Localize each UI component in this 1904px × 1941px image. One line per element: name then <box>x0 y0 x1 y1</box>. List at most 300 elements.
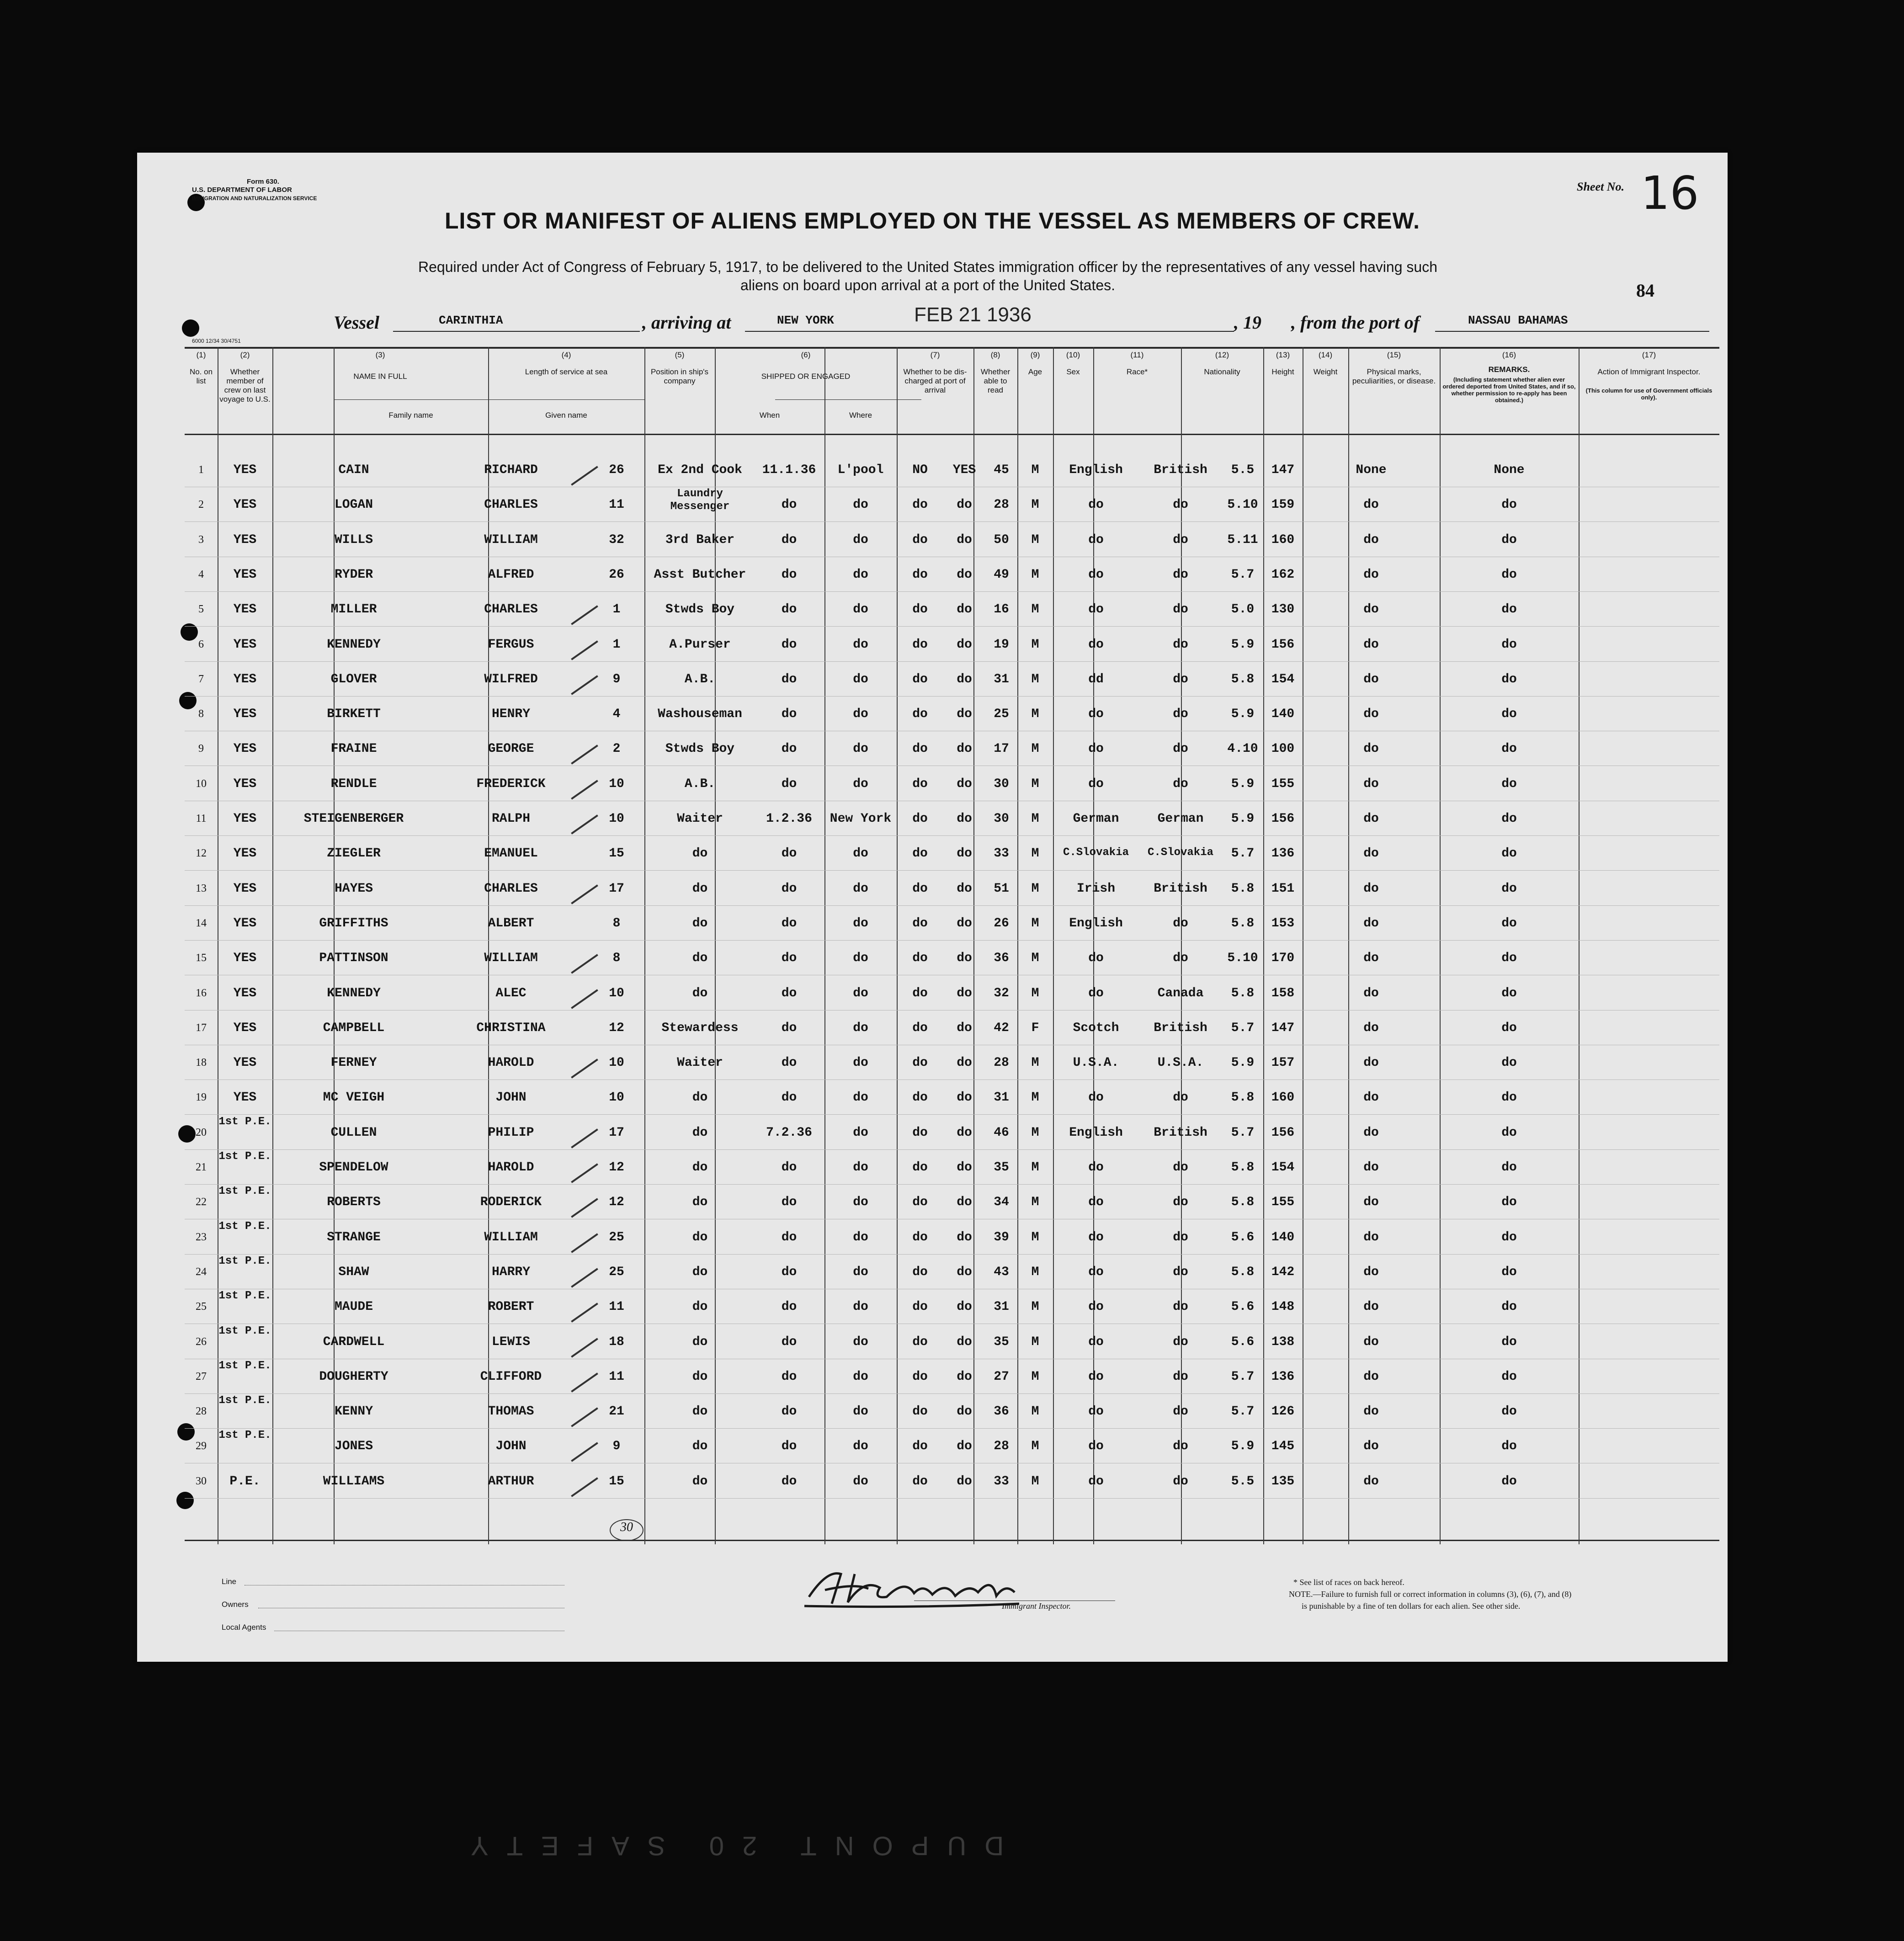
able-to-read: do <box>957 812 972 826</box>
race: Scotch <box>1073 1021 1119 1035</box>
crew-last-voyage: YES <box>233 881 257 896</box>
position: do <box>692 1125 708 1140</box>
age: 26 <box>994 916 1009 931</box>
race: do <box>1088 532 1104 547</box>
position: do <box>692 951 708 966</box>
height: 5.5 <box>1231 1474 1255 1489</box>
physical-marks: do <box>1363 1404 1379 1419</box>
able-to-read: do <box>957 1230 972 1244</box>
physical-marks: do <box>1363 672 1379 686</box>
discharged: do <box>912 1369 928 1384</box>
remarks: do <box>1501 1230 1517 1244</box>
able-to-read: do <box>957 986 972 1000</box>
discharged: do <box>912 951 928 966</box>
family-name: KENNY <box>334 1404 373 1419</box>
sex: M <box>1031 1300 1039 1314</box>
crew-last-voyage: YES <box>233 951 257 966</box>
nationality: do <box>1173 498 1188 512</box>
given-name: HAROLD <box>488 1160 534 1175</box>
shipped-where: do <box>853 1439 868 1454</box>
able-to-read: do <box>957 1056 972 1070</box>
crew-last-voyage: YES <box>233 532 257 547</box>
position: do <box>692 1160 708 1175</box>
race: English <box>1069 1125 1123 1140</box>
remarks: do <box>1501 637 1517 652</box>
able-to-read: do <box>957 1160 972 1175</box>
age: 31 <box>994 1090 1009 1105</box>
shipped-when: do <box>781 881 797 896</box>
family-name: MC VEIGH <box>323 1090 385 1105</box>
race: do <box>1088 1474 1104 1489</box>
remarks: do <box>1501 1300 1517 1314</box>
sex: M <box>1031 1369 1039 1384</box>
from-label: , from the port of <box>1291 312 1420 333</box>
remarks: do <box>1501 881 1517 896</box>
discharged: do <box>912 1230 928 1244</box>
given-name-header: Given name <box>545 411 587 420</box>
remarks: do <box>1501 951 1517 966</box>
able-to-read: do <box>957 498 972 512</box>
service-length: 10 <box>609 1090 624 1105</box>
race: do <box>1088 1369 1104 1384</box>
line-label: Line <box>222 1577 237 1586</box>
remarks: do <box>1501 1404 1517 1419</box>
row-number: 19 <box>196 1091 207 1104</box>
remarks: do <box>1501 1369 1517 1384</box>
position: do <box>692 1439 708 1454</box>
given-name: HAROLD <box>488 1056 534 1070</box>
race: do <box>1088 1230 1104 1244</box>
name-subheader-rule <box>334 399 644 400</box>
column-header-label: Physical marks, peculiarities, or disease. <box>1352 367 1436 385</box>
crew-table <box>185 347 1719 1544</box>
service-length: 15 <box>609 1474 624 1489</box>
family-name: BIRKETT <box>327 707 381 722</box>
given-name: ROBERT <box>488 1300 534 1314</box>
family-name: WILLIAMS <box>323 1474 385 1489</box>
remarks: do <box>1501 1090 1517 1105</box>
age: 39 <box>994 1230 1009 1244</box>
remarks: do <box>1501 707 1517 722</box>
nationality: do <box>1173 1474 1188 1489</box>
shipped-where: do <box>853 1021 868 1035</box>
column-header-label: Race* <box>1126 367 1148 376</box>
family-name: GLOVER <box>330 672 377 686</box>
age: 36 <box>994 1404 1009 1419</box>
shipped-when: do <box>781 1300 797 1314</box>
race: C.Slovakia <box>1063 846 1129 859</box>
able-to-read: YES <box>952 463 976 477</box>
family-name: FERNEY <box>330 1056 377 1070</box>
discharged: do <box>912 1300 928 1314</box>
column-number: (13) <box>1276 351 1290 359</box>
physical-marks: do <box>1363 916 1379 931</box>
age: 33 <box>994 1474 1009 1489</box>
nationality: C.Slovakia <box>1147 846 1214 859</box>
discharged: do <box>912 1404 928 1419</box>
column-number: (15) <box>1387 351 1401 359</box>
crew-last-voyage: YES <box>233 602 257 617</box>
service-length: 11 <box>609 498 624 512</box>
service-name: IMMIGRATION AND NATURALIZATION SERVICE <box>192 195 317 202</box>
family-name: STRANGE <box>327 1230 381 1244</box>
family-name: CULLEN <box>330 1125 377 1140</box>
shipped-where: do <box>853 846 868 861</box>
age: 43 <box>994 1265 1009 1279</box>
weight: 140 <box>1271 707 1295 722</box>
nationality: Canada <box>1157 986 1204 1000</box>
remarks: do <box>1501 742 1517 756</box>
age: 25 <box>994 707 1009 722</box>
family-name: ROBERTS <box>327 1195 381 1210</box>
weight: 158 <box>1271 986 1295 1000</box>
column-header-label: No. on list <box>189 367 213 385</box>
row-number: 27 <box>196 1370 207 1383</box>
remarks: do <box>1501 1125 1517 1140</box>
family-name: LOGAN <box>334 498 373 512</box>
shipped-when: do <box>781 1021 797 1035</box>
discharged: do <box>912 881 928 896</box>
nationality: do <box>1173 567 1188 582</box>
able-to-read: do <box>957 1439 972 1454</box>
column-divider <box>973 347 974 1544</box>
crew-last-voyage: YES <box>233 846 257 861</box>
shipped-where: do <box>853 1125 868 1140</box>
given-name: ALFRED <box>488 567 534 582</box>
height: 5.8 <box>1231 1160 1255 1175</box>
physical-marks: do <box>1363 1160 1379 1175</box>
position: Waiter <box>677 812 723 826</box>
crew-last-voyage: YES <box>233 567 257 582</box>
column-header-label: Action of Immigrant Inspector. <box>1597 367 1701 376</box>
height: 5.10 <box>1227 951 1258 966</box>
age: 42 <box>994 1021 1009 1035</box>
height: 5.8 <box>1231 672 1255 686</box>
race: do <box>1088 1404 1104 1419</box>
family-name: JONES <box>334 1439 373 1454</box>
given-name: RALPH <box>491 812 530 826</box>
race: do <box>1088 1160 1104 1175</box>
sex: M <box>1031 1474 1039 1489</box>
height: 5.8 <box>1231 1090 1255 1105</box>
position: do <box>692 1335 708 1349</box>
weight: 147 <box>1271 463 1295 477</box>
discharged: do <box>912 1160 928 1175</box>
crew-last-voyage: YES <box>233 986 257 1000</box>
nationality: U.S.A. <box>1157 1056 1204 1070</box>
height: 5.7 <box>1231 1404 1255 1419</box>
position: A.Purser <box>669 637 731 652</box>
row-number: 17 <box>196 1021 207 1034</box>
position: Stewardess <box>661 1021 739 1035</box>
column-divider <box>644 347 645 1544</box>
discharged: do <box>912 986 928 1000</box>
service-length: 10 <box>609 986 624 1000</box>
position: Laundry Messenger <box>670 488 730 513</box>
column-divider <box>1440 347 1441 1544</box>
age: 30 <box>994 776 1009 791</box>
shipped-where: do <box>853 1300 868 1314</box>
age: 31 <box>994 672 1009 686</box>
table-top-rule <box>185 347 1719 349</box>
shipped-when: do <box>781 567 797 582</box>
age: 19 <box>994 637 1009 652</box>
crew-last-voyage: 1st P.E. <box>218 1290 271 1303</box>
shipped-where: do <box>853 1056 868 1070</box>
arriving-underline <box>745 331 1234 332</box>
race: English <box>1069 916 1123 931</box>
discharged: do <box>912 742 928 756</box>
weight: 154 <box>1271 1160 1295 1175</box>
column-number: (14) <box>1318 351 1333 359</box>
row-rule <box>185 835 1719 836</box>
shipped-when: 11.1.36 <box>762 463 816 477</box>
row-number: 20 <box>196 1126 207 1138</box>
service-length: 25 <box>609 1230 624 1244</box>
given-name: WILFRED <box>484 672 538 686</box>
row-number: 6 <box>198 638 204 650</box>
given-name: CHARLES <box>484 602 538 617</box>
race: Irish <box>1076 881 1115 896</box>
crew-last-voyage: YES <box>233 498 257 512</box>
given-name: HENRY <box>491 707 530 722</box>
shipped-when: do <box>781 742 797 756</box>
able-to-read: do <box>957 707 972 722</box>
height: 5.9 <box>1231 1439 1255 1454</box>
nationality: do <box>1173 707 1188 722</box>
family-name: RENDLE <box>330 776 377 791</box>
sex: M <box>1031 776 1039 791</box>
position: do <box>692 1369 708 1384</box>
sex: M <box>1031 1439 1039 1454</box>
age: 16 <box>994 602 1009 617</box>
column-number: (6) <box>801 351 811 359</box>
column-divider <box>1053 347 1054 1544</box>
column-number: (2) <box>240 351 250 359</box>
nationality: do <box>1173 1230 1188 1244</box>
column-header-label: Height <box>1271 367 1294 376</box>
nationality: British <box>1154 881 1207 896</box>
race: do <box>1088 776 1104 791</box>
shipped-when: do <box>781 1230 797 1244</box>
service-length: 9 <box>612 1439 621 1454</box>
column-number: (4) <box>561 351 571 359</box>
discharged: do <box>912 637 928 652</box>
discharged: do <box>912 916 928 931</box>
row-number: 9 <box>198 743 204 755</box>
column-number: (11) <box>1130 351 1144 359</box>
height: 5.8 <box>1231 1195 1255 1210</box>
shipped-when: do <box>781 986 797 1000</box>
row-number: 18 <box>196 1057 207 1069</box>
row-number: 2 <box>198 499 204 511</box>
sheet-number: 16 <box>1641 166 1699 220</box>
nationality: do <box>1173 1160 1188 1175</box>
physical-marks: do <box>1363 1021 1379 1035</box>
able-to-read: do <box>957 1021 972 1035</box>
given-name: FERGUS <box>488 637 534 652</box>
weight: 154 <box>1271 672 1295 686</box>
crew-last-voyage: YES <box>233 1056 257 1070</box>
physical-marks: do <box>1363 637 1379 652</box>
age: 32 <box>994 986 1009 1000</box>
date-stamp: FEB 21 1936 <box>914 303 1032 326</box>
column-number: (7) <box>930 351 940 359</box>
fine-note-1: NOTE.—Failure to furnish full or correct information in columns (3), (6), (7), and (8) <box>1289 1590 1572 1599</box>
shipped-when: do <box>781 916 797 931</box>
family-name: KENNEDY <box>327 986 381 1000</box>
physical-marks: do <box>1363 742 1379 756</box>
shipped-when: do <box>781 951 797 966</box>
physical-marks: do <box>1363 951 1379 966</box>
row-number: 29 <box>196 1440 207 1452</box>
sex: M <box>1031 1404 1039 1419</box>
sex: M <box>1031 846 1039 861</box>
row-rule <box>185 521 1719 522</box>
sex: M <box>1031 1195 1039 1210</box>
column-number: (3) <box>375 351 385 359</box>
weight: 160 <box>1271 532 1295 547</box>
height: 5.7 <box>1231 1125 1255 1140</box>
able-to-read: do <box>957 951 972 966</box>
height: 5.6 <box>1231 1335 1255 1349</box>
remarks: do <box>1501 1195 1517 1210</box>
able-to-read: do <box>957 916 972 931</box>
weight: 156 <box>1271 812 1295 826</box>
discharged: do <box>912 1439 928 1454</box>
position: do <box>692 1265 708 1279</box>
discharged: do <box>912 776 928 791</box>
height: 4.10 <box>1227 742 1258 756</box>
race: do <box>1088 986 1104 1000</box>
column-number: (10) <box>1066 351 1080 359</box>
row-rule <box>185 696 1719 697</box>
race: do <box>1088 1439 1104 1454</box>
able-to-read: do <box>957 1195 972 1210</box>
sex: M <box>1031 707 1039 722</box>
weight: 155 <box>1271 1195 1295 1210</box>
family-name-header: Family name <box>388 411 433 420</box>
service-length: 10 <box>609 776 624 791</box>
crew-last-voyage: 1st P.E. <box>218 1255 271 1267</box>
able-to-read: do <box>957 1265 972 1279</box>
race: do <box>1088 602 1104 617</box>
shipped-where: do <box>853 672 868 686</box>
weight: 162 <box>1271 567 1295 582</box>
shipped-where: do <box>853 881 868 896</box>
row-rule <box>185 1393 1719 1394</box>
height: 5.7 <box>1231 1021 1255 1035</box>
vessel-label: Vessel <box>334 312 379 333</box>
discharged: do <box>912 532 928 547</box>
able-to-read: do <box>957 567 972 582</box>
physical-marks: do <box>1363 986 1379 1000</box>
weight: 100 <box>1271 742 1295 756</box>
nationality: do <box>1173 532 1188 547</box>
nationality: do <box>1173 1195 1188 1210</box>
race: do <box>1088 498 1104 512</box>
shipped-when: 7.2.36 <box>766 1125 812 1140</box>
shipped-where: do <box>853 1335 868 1349</box>
sheet-label: Sheet No. <box>1577 180 1624 193</box>
column-divider <box>488 347 489 1544</box>
column-number: (16) <box>1502 351 1516 359</box>
sex: M <box>1031 986 1039 1000</box>
shipped-when: do <box>781 1265 797 1279</box>
service-length: 12 <box>609 1021 624 1035</box>
shipped-where: do <box>853 1369 868 1384</box>
shipped-when: do <box>781 602 797 617</box>
column-divider <box>897 347 898 1544</box>
age: 35 <box>994 1160 1009 1175</box>
crew-last-voyage: P.E. <box>229 1474 261 1489</box>
remarks: do <box>1501 1160 1517 1175</box>
weight: 138 <box>1271 1335 1295 1349</box>
age: 31 <box>994 1300 1009 1314</box>
column-header-label: Length of service at sea <box>525 367 608 376</box>
given-name: HARRY <box>491 1265 530 1279</box>
age: 28 <box>994 498 1009 512</box>
subtitle-line-1: Required under Act of Congress of February 5, 1917, to be delivered to the United States immigration officer by the representatives of any vessel having such <box>418 259 1437 275</box>
shipped-where: do <box>853 707 868 722</box>
service-length: 10 <box>609 1056 624 1070</box>
column-header-label: Whether able to read <box>980 367 1011 394</box>
weight: 153 <box>1271 916 1295 931</box>
sex: M <box>1031 1335 1039 1349</box>
height: 5.9 <box>1231 707 1255 722</box>
physical-marks: do <box>1363 1265 1379 1279</box>
header-bottom-rule <box>185 434 1719 435</box>
position: do <box>692 1090 708 1105</box>
row-number: 24 <box>196 1266 207 1278</box>
given-name: RODERICK <box>480 1195 542 1210</box>
manifest-sheet <box>137 153 1728 1662</box>
given-name: WILLIAM <box>484 1230 538 1244</box>
age: 17 <box>994 742 1009 756</box>
column-header-label: Whether member of crew on last voyage to U.S. <box>219 367 271 404</box>
discharged: do <box>912 498 928 512</box>
sex: M <box>1031 602 1039 617</box>
able-to-read: do <box>957 637 972 652</box>
row-number: 1 <box>198 464 204 476</box>
column-header-label: Weight <box>1313 367 1338 376</box>
position: Asst Butcher <box>654 567 746 582</box>
given-name: LEWIS <box>491 1335 530 1349</box>
service-length: 2 <box>612 742 621 756</box>
position: do <box>692 846 708 861</box>
position: do <box>692 1404 708 1419</box>
height: 5.11 <box>1227 532 1258 547</box>
discharged: do <box>912 1265 928 1279</box>
row-rule <box>185 870 1719 871</box>
shipped-when: do <box>781 1439 797 1454</box>
physical-marks: do <box>1363 498 1379 512</box>
column-divider <box>334 347 335 1544</box>
physical-marks: do <box>1363 846 1379 861</box>
shipped-where: do <box>853 776 868 791</box>
shipped-where: do <box>853 916 868 931</box>
row-number: 28 <box>196 1405 207 1418</box>
given-name: WILLIAM <box>484 951 538 966</box>
height: 5.8 <box>1231 1265 1255 1279</box>
weight: 160 <box>1271 1090 1295 1105</box>
column-header-label: Whether to be dis-charged at port of arrival <box>903 367 967 394</box>
given-name: RICHARD <box>484 463 538 477</box>
shipped-where: do <box>853 1195 868 1210</box>
weight: 170 <box>1271 951 1295 966</box>
row-number: 21 <box>196 1161 207 1173</box>
race: do <box>1088 1090 1104 1105</box>
